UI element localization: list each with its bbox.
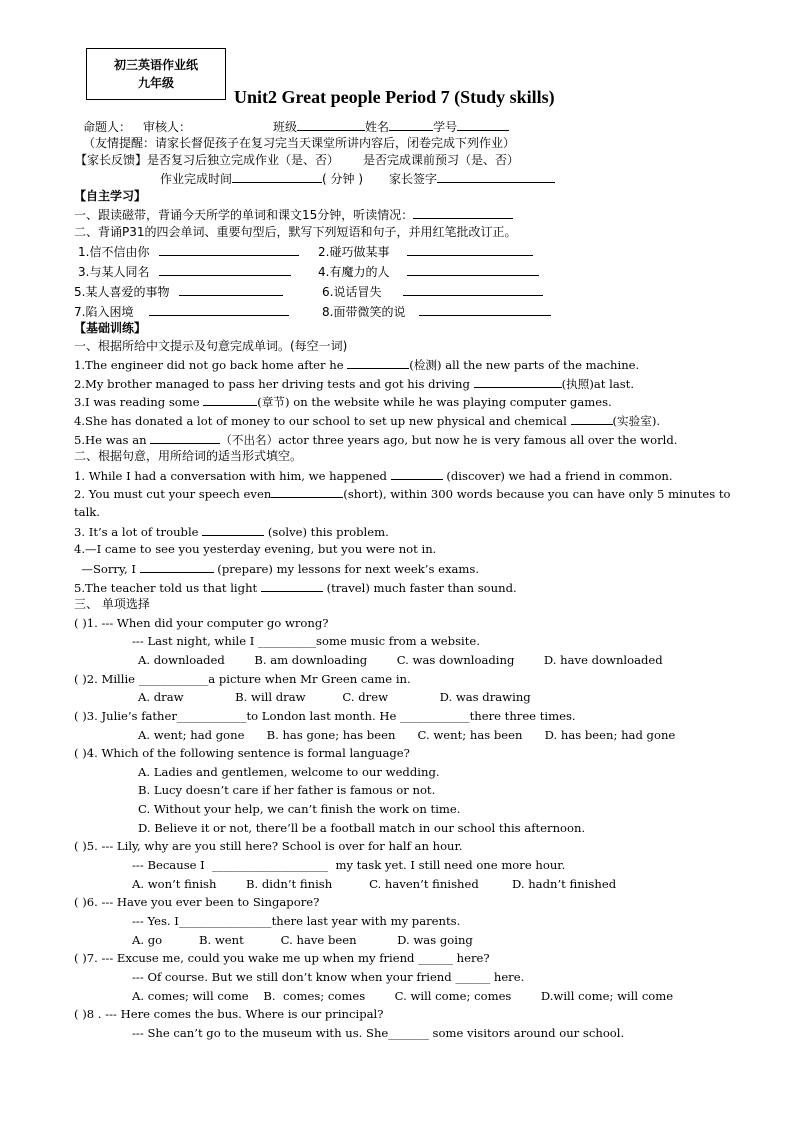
phrase-item: 4.有魔力的人 bbox=[318, 263, 539, 280]
time-and-signature: 作业完成时间 ( 分钟 ) 家长签字 bbox=[160, 170, 555, 187]
p2-item-2: 2. You must cut your speech even (short), within 300 words because you can have only 5 minutes to bbox=[74, 487, 731, 501]
p1-item-2: 2.My brother managed to pass her driving tests and got his driving (执照)at last. bbox=[74, 377, 635, 391]
p1-item-5: 5.He was an （不出名）actor three years ago, but now he is very famous all over the world. bbox=[74, 433, 678, 447]
part1-title: 一、根据所给中文提示及句意完成单词。(每空一词) bbox=[74, 339, 348, 353]
mc-8-line: --- She can’t go to the museum with us. She_______ some visitors around our school. bbox=[132, 1026, 625, 1040]
mc-4-option-d: D. Believe it or not, there’ll be a football match in our school this afternoon. bbox=[138, 821, 586, 835]
mc-question-5: ( )5. --- Lily, why are you still here? School is over for half an hour. bbox=[74, 839, 463, 853]
self-study-line-1: 一、跟读磁带，背诵今天所学的单词和课文15分钟，听读情况： bbox=[74, 206, 513, 223]
p2-item-1: 1. While I had a conversation with him, we happened (discover) we had a friend in common. bbox=[74, 469, 673, 483]
mc-1-line: --- Last night, while I __________some music from a website. bbox=[132, 634, 480, 648]
phrase-item: 6.说话冒失 bbox=[322, 283, 543, 300]
mc-7-line: --- Of course. But we still don’t know when your friend ______ here. bbox=[132, 970, 525, 984]
mc-2-options: A. draw B. will draw C. drew D. was drawing bbox=[138, 690, 531, 704]
page-title: Unit2 Great people Period 7 (Study skills) bbox=[234, 87, 555, 107]
box-line-2: 九年级 bbox=[137, 76, 174, 90]
mc-question-8: ( )8 . --- Here comes the bus. Where is our principal? bbox=[74, 1007, 384, 1021]
mc-3-options: A. went; had gone B. has gone; has been C. went; has been D. has been; had gone bbox=[138, 728, 676, 742]
p1-item-4: 4.She has donated a lot of money to our school to set up new physical and chemical (实验室). bbox=[74, 414, 661, 428]
p2-item-2-cont: talk. bbox=[74, 505, 100, 519]
mc-question-2: ( )2. Millie ____________a picture when Mr Green came in. bbox=[74, 672, 411, 686]
mc-4-option-a: A. Ladies and gentlemen, welcome to our wedding. bbox=[138, 765, 440, 779]
mc-6-options: A. go B. went C. have been D. was going bbox=[132, 933, 473, 947]
p2-item-3: 3. It’s a lot of trouble (solve) this problem. bbox=[74, 525, 389, 539]
phrase-item: 3.与某人同名 bbox=[78, 263, 291, 280]
phrase-item: 7.陷入困境 bbox=[74, 303, 289, 320]
mc-4-option-c: C. Without your help, we can’t finish the work on time. bbox=[138, 802, 461, 816]
box-line-1: 初三英语作业纸 bbox=[113, 58, 198, 72]
mc-question-4: ( )4. Which of the following sentence is formal language? bbox=[74, 746, 410, 760]
parent-feedback: 【家长反馈】是否复习后独立完成作业（是、否） 是否完成课前预习（是、否） bbox=[75, 153, 520, 167]
phrase-item: 2.碰巧做某事 bbox=[318, 243, 533, 260]
mc-1-options: A. downloaded B. am downloading C. was downloading D. have downloaded bbox=[138, 653, 663, 667]
reminder-text: （友情提醒：请家长督促孩子在复习完当天课堂所讲内容后，闭卷完成下列作业） bbox=[83, 136, 516, 150]
meta-line-1: 命题人： 审核人： 班级 姓名 学号 bbox=[83, 118, 509, 135]
mc-question-6: ( )6. --- Have you ever been to Singapore? bbox=[74, 895, 320, 909]
mc-5-line: --- Because I ____________________ my task yet. I still need one more hour. bbox=[132, 858, 566, 872]
p2-item-5: 5.The teacher told us that light (travel) much faster than sound. bbox=[74, 581, 517, 595]
self-study-heading: 【自主学习】 bbox=[74, 189, 147, 203]
p1-item-3: 3.I was reading some (章节) on the website while he was playing computer games. bbox=[74, 395, 612, 409]
phrase-item: 5.某人喜爱的事物 bbox=[74, 283, 283, 300]
mc-6-line: --- Yes. I________________there last year with my parents. bbox=[132, 914, 461, 928]
grade-label-box bbox=[86, 48, 226, 100]
p1-item-1: 1.The engineer did not go back home after he (检测) all the new parts of the machine. bbox=[74, 358, 640, 372]
mc-question-7: ( )7. --- Excuse me, could you wake me up when my friend ______ here? bbox=[74, 951, 490, 965]
p2-item-4-reply: —Sorry, I (prepare) my lessons for next week’s exams. bbox=[74, 562, 480, 576]
phrase-item: 8.面带微笑的说 bbox=[322, 303, 551, 320]
self-study-line-2: 二、背诵P31的四会单词、重要句型后，默写下列短语和句子，并用红笔批改订正。 bbox=[74, 225, 517, 239]
mc-5-options: A. won’t finish B. didn’t finish C. haven’t finished D. hadn’t finished bbox=[132, 877, 617, 891]
mc-question-3: ( )3. Julie’s father____________to London last month. He ____________there three times. bbox=[74, 709, 576, 723]
phrase-item: 1.信不信由你 bbox=[78, 243, 299, 260]
part3-title: 三、 单项选择 bbox=[74, 597, 150, 611]
basic-heading: 【基础训练】 bbox=[74, 321, 147, 335]
part2-title: 二、根据句意，用所给词的适当形式填空。 bbox=[74, 449, 303, 463]
mc-question-1: ( )1. --- When did your computer go wrong? bbox=[74, 616, 329, 630]
mc-4-option-b: B. Lucy doesn’t care if her father is famous or not. bbox=[138, 783, 436, 797]
mc-7-options: A. comes; will come B. comes; comes C. will come; comes D.will come; will come bbox=[132, 989, 674, 1003]
p2-item-4: 4.—I came to see you yesterday evening, but you were not in. bbox=[74, 542, 437, 556]
